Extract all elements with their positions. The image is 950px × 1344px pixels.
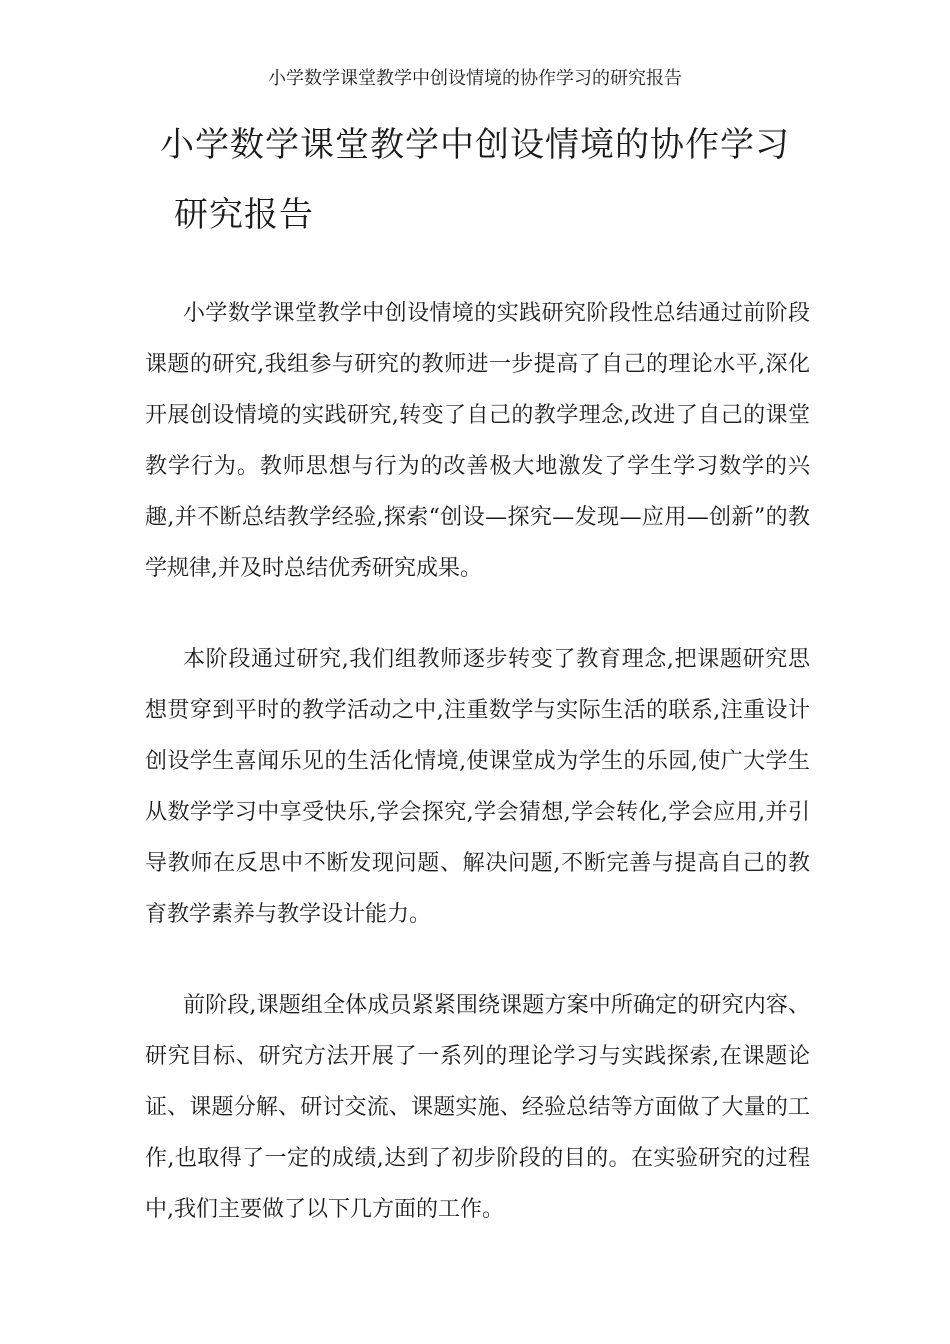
document-title bbox=[160, 110, 820, 250]
document-title-line-1: 小学数学课堂教学中创设情境的协作学习 bbox=[160, 125, 790, 165]
body-paragraph-2: 本阶段通过研究,我们组教师逐步转变了教育理念,把课题研究思想贯穿到平时的教学活动之中,注重数学与实际生活的联系,注重设计创设学生喜闻乐见的生活化情境,使课堂成为学生的乐园,使广大学生从数学学习中享受快乐,学会探究,学会猜想,学会转化,学会应用,并引导教师在反思中不断发现问题、解决问题,不断完善与提高自己的教育教学素养与教学设计能力。 bbox=[145, 647, 810, 927]
running-header: 小学数学课堂教学中创设情境的协作学习的研究报告 bbox=[268, 68, 682, 89]
body-paragraph-1: 小学数学课堂教学中创设情境的实践研究阶段性总结通过前阶段课题的研究,我组参与研究的教师进一步提高了自己的理论水平,深化开展创设情境的实践研究,转变了自己的教学理念,改进了自己的课堂教学行为。教师思想与行为的改善极大地激发了学生学习数学的兴趣,并不断总结教学经验,探索“创设—探究—发现—应用—创新”的教学规律,并及时总结优秀研究成果。 bbox=[145, 301, 810, 581]
document-body bbox=[145, 288, 810, 1275]
document-title-line-2: 研究报告 bbox=[174, 195, 314, 235]
body-paragraph-3: 前阶段,课题组全体成员紧紧围绕课题方案中所确定的研究内容、研究目标、研究方法开展了一系列的理论学习与实践探索,在课题论证、课题分解、研讨交流、课题实施、经验总结等方面做了大量的工作,也取得了一定的成绩,达到了初步阶段的目的。在实验研究的过程中,我们主要做了以下几方面的工作。 bbox=[145, 993, 810, 1222]
